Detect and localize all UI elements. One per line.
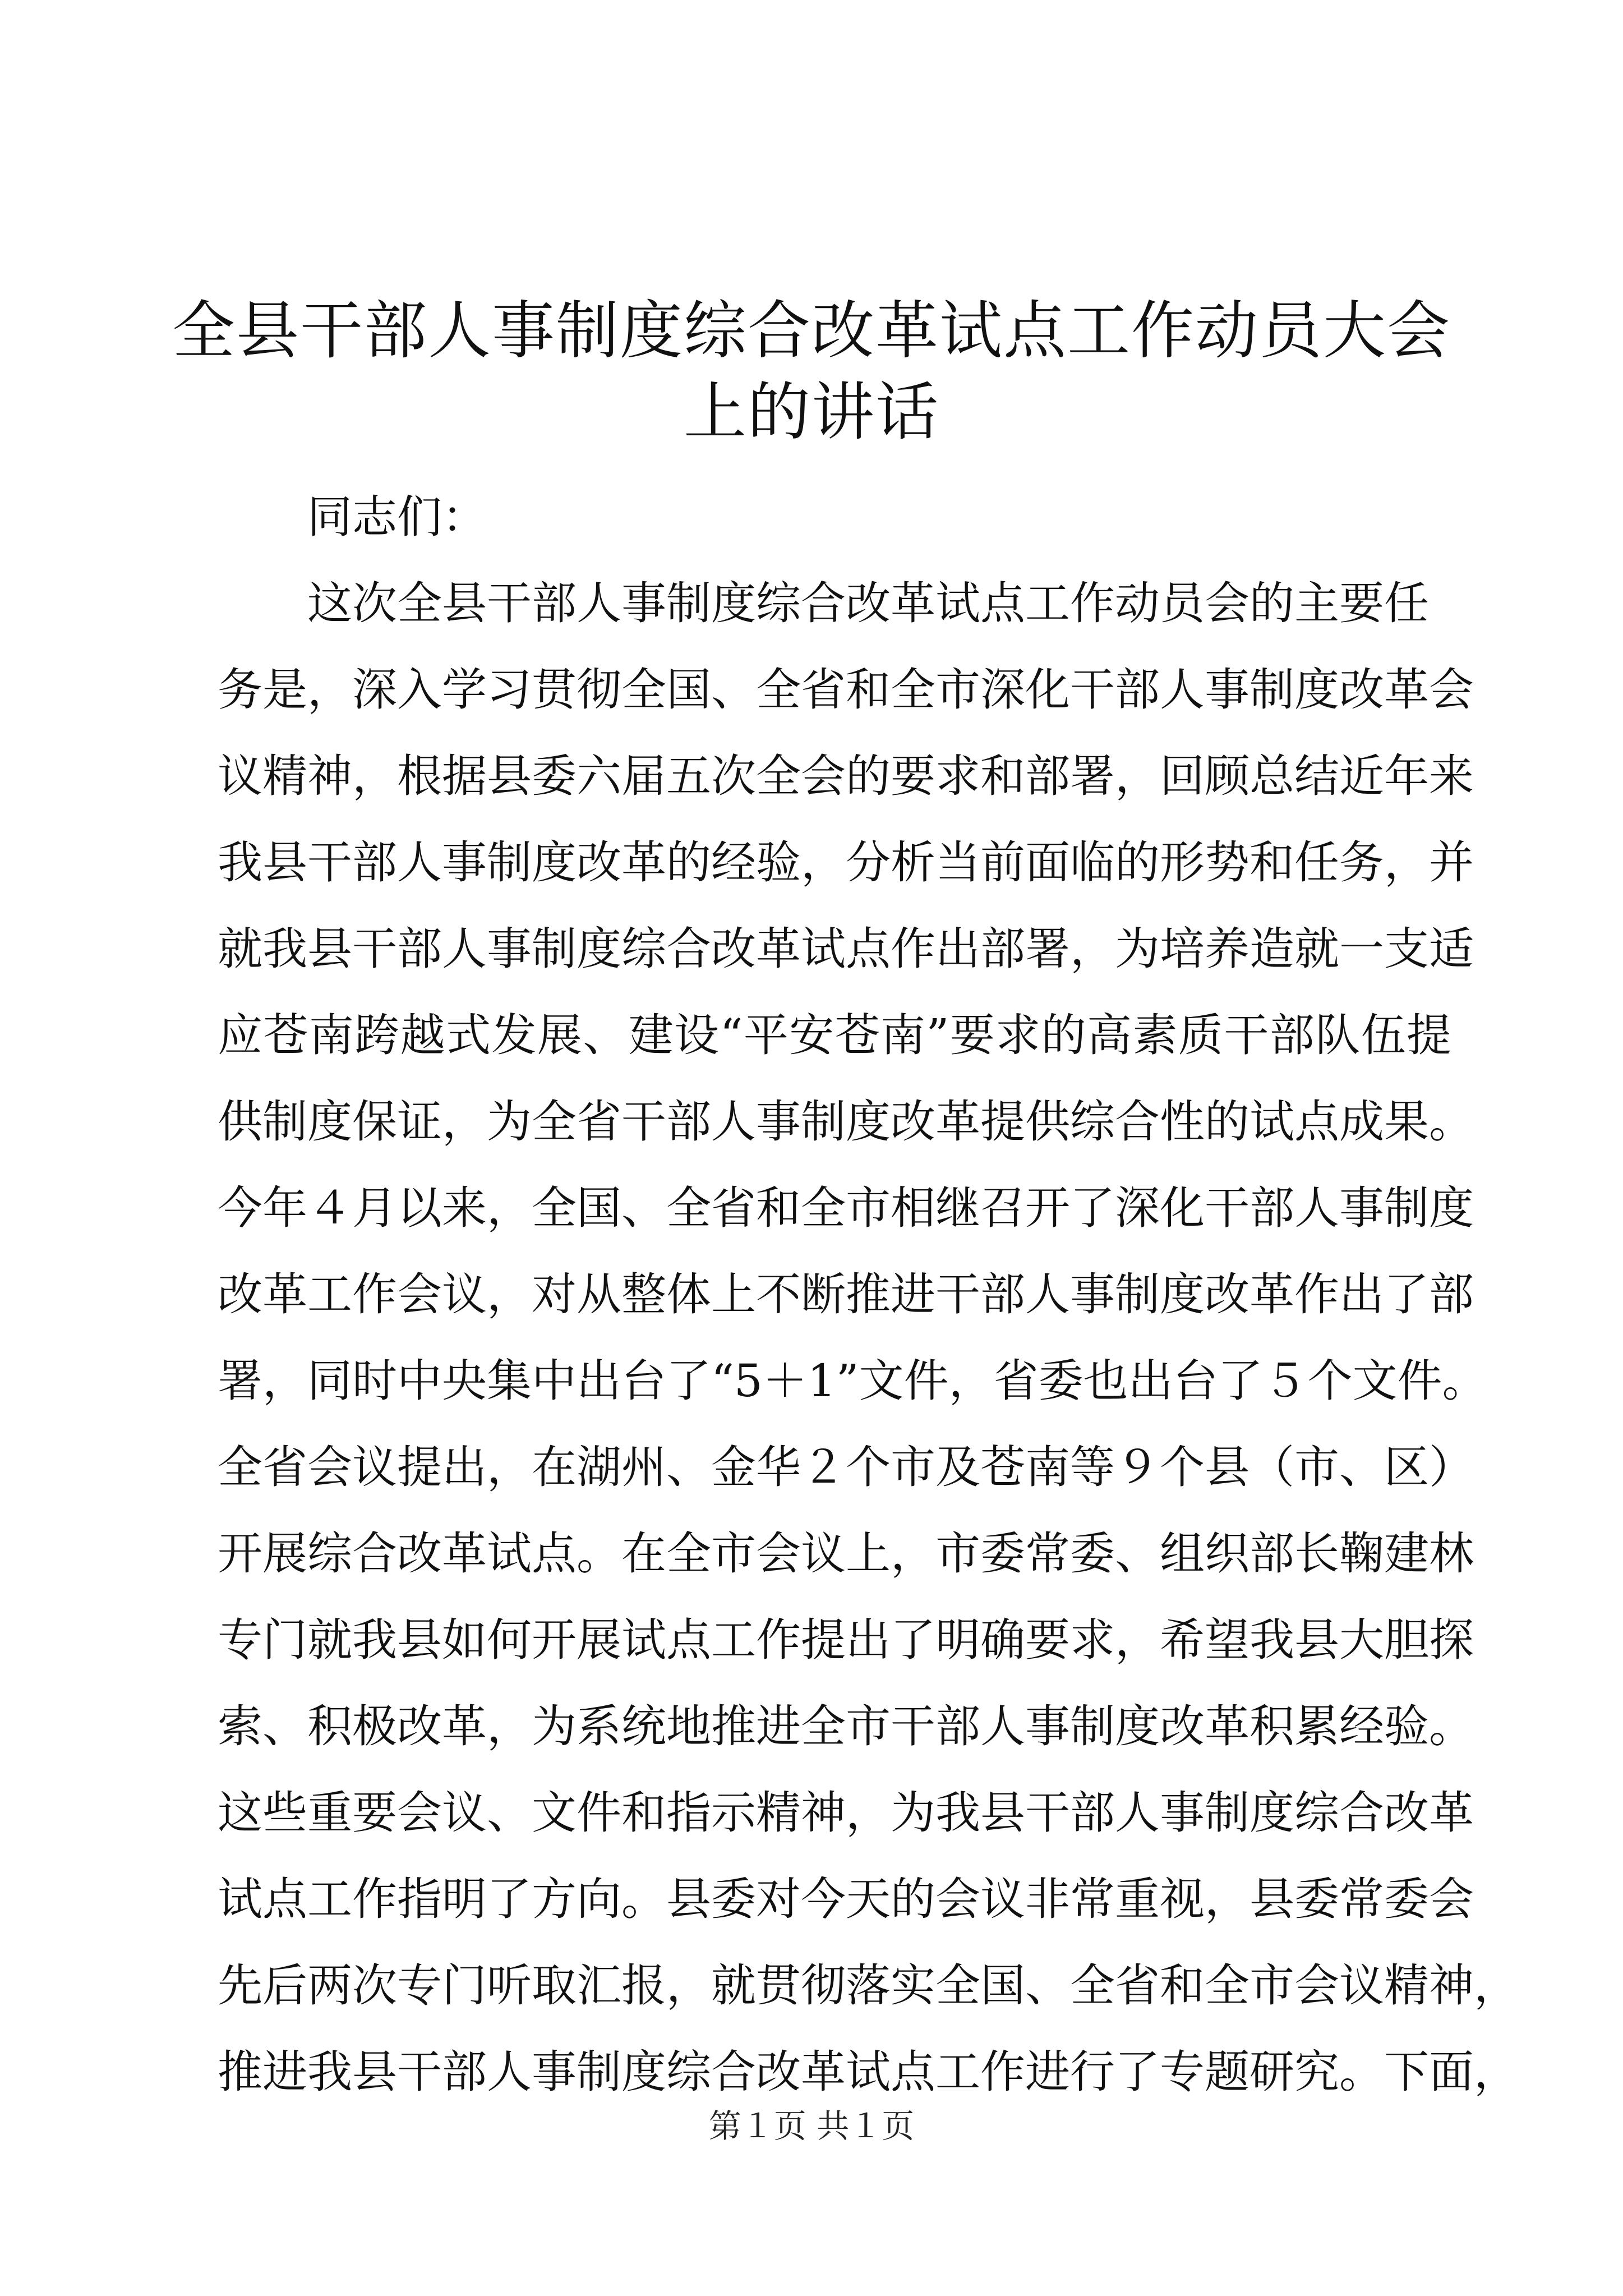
body-line: 这次全县干部人事制度综合改革试点工作动员会的主要任 <box>307 577 1429 629</box>
document-title-line-1: 全县干部人事制度综合改革试点工作动员大会 <box>172 295 1451 367</box>
body-line: 试点工作指明了方向。县委对今天的会议非常重视，县委常委会 <box>218 1873 1474 1925</box>
page-footer: 第１页 共１页 <box>708 2107 915 2145</box>
body-line: 这些重要会议、文件和指示精神，为我县干部人事制度综合改革 <box>218 1787 1474 1839</box>
document-body <box>218 474 1519 2115</box>
body-line: 我县干部人事制度改革的经验，分析当前面临的形势和任务，并 <box>218 836 1474 889</box>
body-line: 开展综合改革试点。在全市会议上，市委常委、组织部长鞠建林 <box>218 1527 1474 1580</box>
body-line: 全省会议提出，在湖州、金华２个市及苍南等９个县（市、区） <box>218 1441 1474 1493</box>
body-line: 推进我县干部人事制度综合改革试点工作进行了专题研究。下面， <box>218 2046 1519 2098</box>
body-line: 就我县干部人事制度综合改革试点作出部署，为培养造就一支适 <box>218 923 1474 975</box>
body-line: 供制度保证，为全省干部人事制度改革提供综合性的试点成果。 <box>218 1096 1474 1148</box>
body-line: 应苍南跨越式发展、建设“平安苍南”要求的高素质干部队伍提 <box>218 1009 1451 1061</box>
body-line: 署，同时中央集中出台了“5＋1”文件，省委也出台了５个文件。 <box>218 1355 1487 1407</box>
body-line: 务是，深入学习贯彻全国、全省和全市深化干部人事制度改革会 <box>218 664 1474 716</box>
body-line: 专门就我县如何开展试点工作提出了明确要求，希望我县大胆探 <box>218 1614 1474 1666</box>
body-line: 索、积极改革，为系统地推进全市干部人事制度改革积累经验。 <box>218 1700 1474 1752</box>
salutation: 同志们： <box>307 491 487 543</box>
document-title-line-2: 上的讲话 <box>684 376 939 449</box>
body-line: 议精神，根据县委六届五次全会的要求和部署，回顾总结近年来 <box>218 750 1474 802</box>
body-line: 今年４月以来，全国、全省和全市相继召开了深化干部人事制度 <box>218 1182 1474 1234</box>
body-line: 改革工作会议，对从整体上不断推进干部人事制度改革作出了部 <box>218 1268 1474 1320</box>
body-line: 先后两次专门听取汇报，就贯彻落实全国、全省和全市会议精神， <box>218 1959 1519 2012</box>
